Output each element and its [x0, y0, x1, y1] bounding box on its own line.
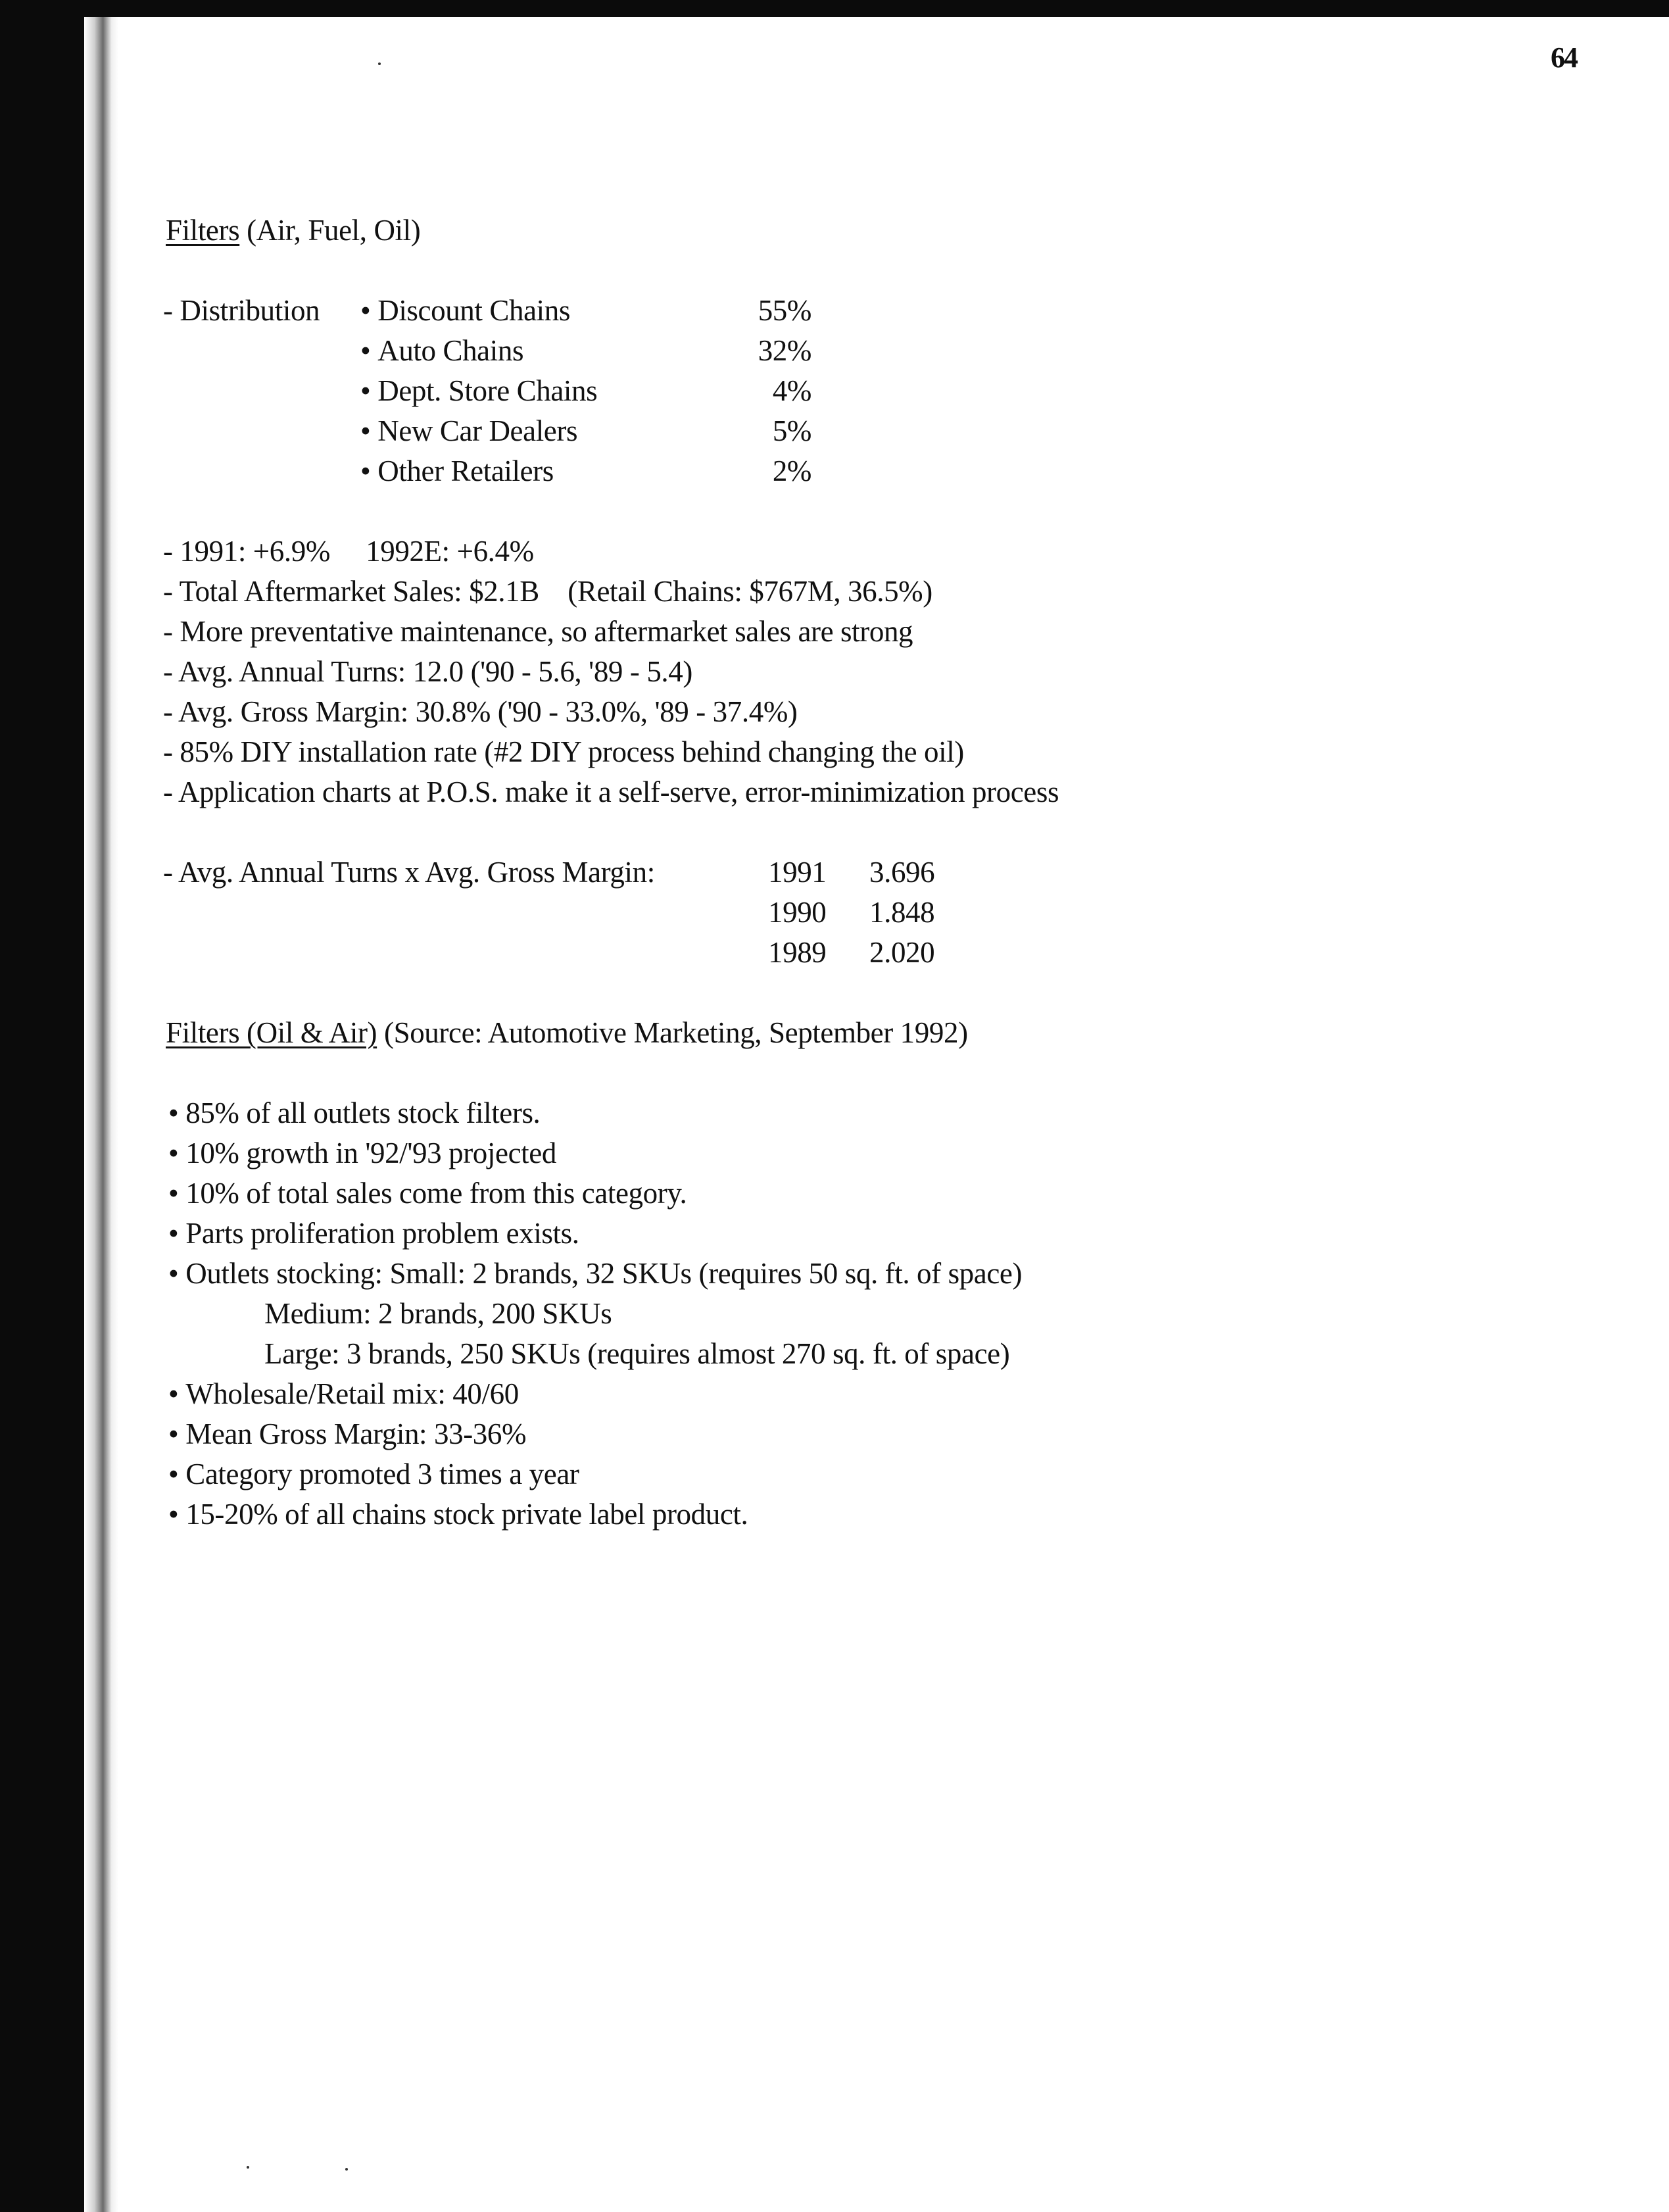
filter-fact: • Parts proliferation problem exists. — [168, 1214, 579, 1254]
growth-line: - 1991: +6.9% 1992E: +6.4% — [163, 535, 534, 568]
scan-binding-fold — [84, 17, 118, 2212]
turns-margin-value: 3.696 — [869, 856, 935, 889]
filter-fact: • Category promoted 3 times a year — [168, 1454, 579, 1494]
page-number: 64 — [1551, 41, 1577, 74]
scan-left-edge — [0, 0, 84, 2212]
turns-margin-year: 1991 — [768, 856, 827, 889]
turns-line: - Avg. Annual Turns: 12.0 ('90 - 5.6, '89 - 5.4) — [163, 655, 692, 688]
filter-fact: • Wholesale/Retail mix: 40/60 — [168, 1374, 519, 1414]
maintenance-line: - More preventative maintenance, so aftermarket sales are strong — [163, 615, 913, 648]
filter-fact: • Mean Gross Margin: 33-36% — [168, 1414, 526, 1454]
distribution-item: • Other Retailers — [360, 451, 554, 491]
distribution-item: • Dept. Store Chains — [360, 371, 597, 411]
margin-line: - Avg. Gross Margin: 30.8% ('90 - 33.0%, '89 - 37.4%) — [163, 695, 798, 728]
distribution-value: 55% — [758, 294, 811, 327]
diy-line: - 85% DIY installation rate (#2 DIY process behind changing the oil) — [163, 735, 964, 768]
outlets-stocking: • Outlets stocking: Small: 2 brands, 32 SKUs (requires 50 sq. ft. of space) — [168, 1254, 1022, 1294]
section1-title: Filters — [166, 214, 240, 247]
sales-line: - Total Aftermarket Sales: $2.1B (Retail Chains: $767M, 36.5%) — [163, 575, 932, 608]
filter-fact: • 15-20% of all chains stock private label product. — [168, 1494, 748, 1535]
distribution-value: 32% — [758, 334, 811, 367]
outlets-stocking-large: Large: 3 brands, 250 SKUs (requires almost 270 sq. ft. of space) — [264, 1337, 1010, 1370]
distribution-value: 2% — [772, 455, 811, 487]
distribution-item: • New Car Dealers — [360, 411, 577, 451]
turns-margin-label: - Avg. Annual Turns x Avg. Gross Margin: — [163, 856, 655, 889]
outlets-stocking-medium: Medium: 2 brands, 200 SKUs — [264, 1297, 612, 1330]
section1-heading — [166, 210, 420, 251]
section2-title: Filters (Oil & Air) — [166, 1016, 377, 1049]
distribution-item: • Auto Chains — [360, 331, 523, 371]
application-line: - Application charts at P.O.S. make it a self-serve, error-minimization process — [163, 775, 1059, 808]
section1-subtitle: (Air, Fuel, Oil) — [247, 214, 421, 247]
distribution-value: 5% — [772, 414, 811, 447]
scan-speck — [345, 2168, 348, 2171]
turns-margin-year: 1989 — [768, 936, 827, 969]
distribution-label: - Distribution — [163, 294, 320, 327]
scan-speck — [247, 2166, 249, 2169]
distribution-value: 4% — [772, 374, 811, 407]
section2-heading — [166, 1013, 968, 1053]
scan-speck — [378, 62, 381, 65]
filter-fact: • 10% growth in '92/'93 projected — [168, 1133, 556, 1173]
distribution-item: • Discount Chains — [360, 291, 570, 331]
turns-margin-year: 1990 — [768, 896, 827, 929]
filter-fact: • 10% of total sales come from this category. — [168, 1173, 687, 1214]
turns-margin-value: 1.848 — [869, 896, 935, 929]
section2-source: (Source: Automotive Marketing, September 1992) — [384, 1016, 968, 1049]
scan-top-edge — [0, 0, 1669, 17]
turns-margin-value: 2.020 — [869, 936, 935, 969]
filter-fact: • 85% of all outlets stock filters. — [168, 1093, 540, 1133]
